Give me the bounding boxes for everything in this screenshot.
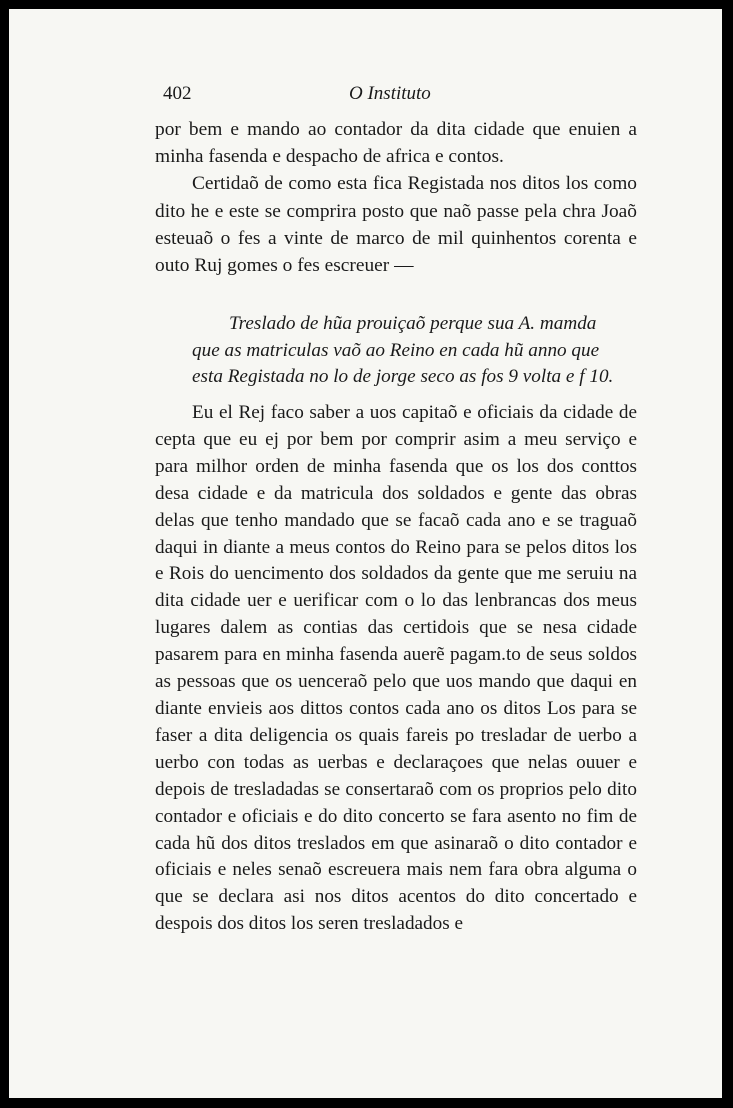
heading-line-3: esta Registada no lo de jorge seco as fos 9 volta e f 10. xyxy=(192,366,614,387)
paragraph-2: Certidaõ de como esta fica Registada nos ditos los como dito he e este se comprira posto que naõ passe pela chra Joaõ esteuaõ o fes a vinte de marco de mil quinhentos corenta e outo Ruj gomes o fes escreuer — xyxy=(155,173,637,277)
paragraph-1: por bem e mando ao contador da dita cidade que enuien a minha fasenda e despacho de africa e contos. xyxy=(155,119,637,168)
page-header xyxy=(163,83,645,107)
intro-text xyxy=(155,116,637,279)
heading-line-1: Treslado de hũa prouiçaõ perque sua A. mamda xyxy=(229,313,597,334)
running-title: O Instituto xyxy=(349,83,431,104)
paragraph-3: Eu el Rej faco saber a uos capitaõ e oficiais da cidade de cepta que eu ej por bem por comprir asim a meu serviço e para milhor orden de minha fasenda que os los dos conttos desa cidade e da matricula dos soldados e gente das obras delas que tenho mandado que se facaõ cada ano e se traguaõ daqui in diante a meus contos do Reino para se pelos ditos los e Rois do uencimento dos soldados da gente que me seruiu na dita cidade uer e uerificar com o lo das lenbrancas dos meus lugares dalem as contias das certidois que se nesa cidade pasarem para en minha fasenda auerẽ pagam.to de seus soldos as pessoas que os uenceraõ pelo que uos mando que daqui en diante envieis aos dittos contos cada ano os ditos Los para se faser a dita deligencia os quais fareis po tresladar de uerbo a uerbo con todas as uerbas e declaraçoes que nelas ouuer e depois de tresladadas se consertaraõ com os proprios pelo dito contador e oficiais e do dito concerto se fara asento no fim de cada hũ dos ditos treslados em que asinaraõ o dito contador e oficiais e neles senaõ escreuera mais nem fara obra alguma o que se declara asi nos ditos acentos do dito concertado e despois dos ditos los seren tresladados e xyxy=(155,402,637,935)
page-number: 402 xyxy=(163,83,192,104)
heading-line-2: que as matriculas vaõ ao Reino en cada hũ anno que xyxy=(192,339,600,361)
main-text xyxy=(155,400,637,938)
section-heading xyxy=(192,311,642,391)
